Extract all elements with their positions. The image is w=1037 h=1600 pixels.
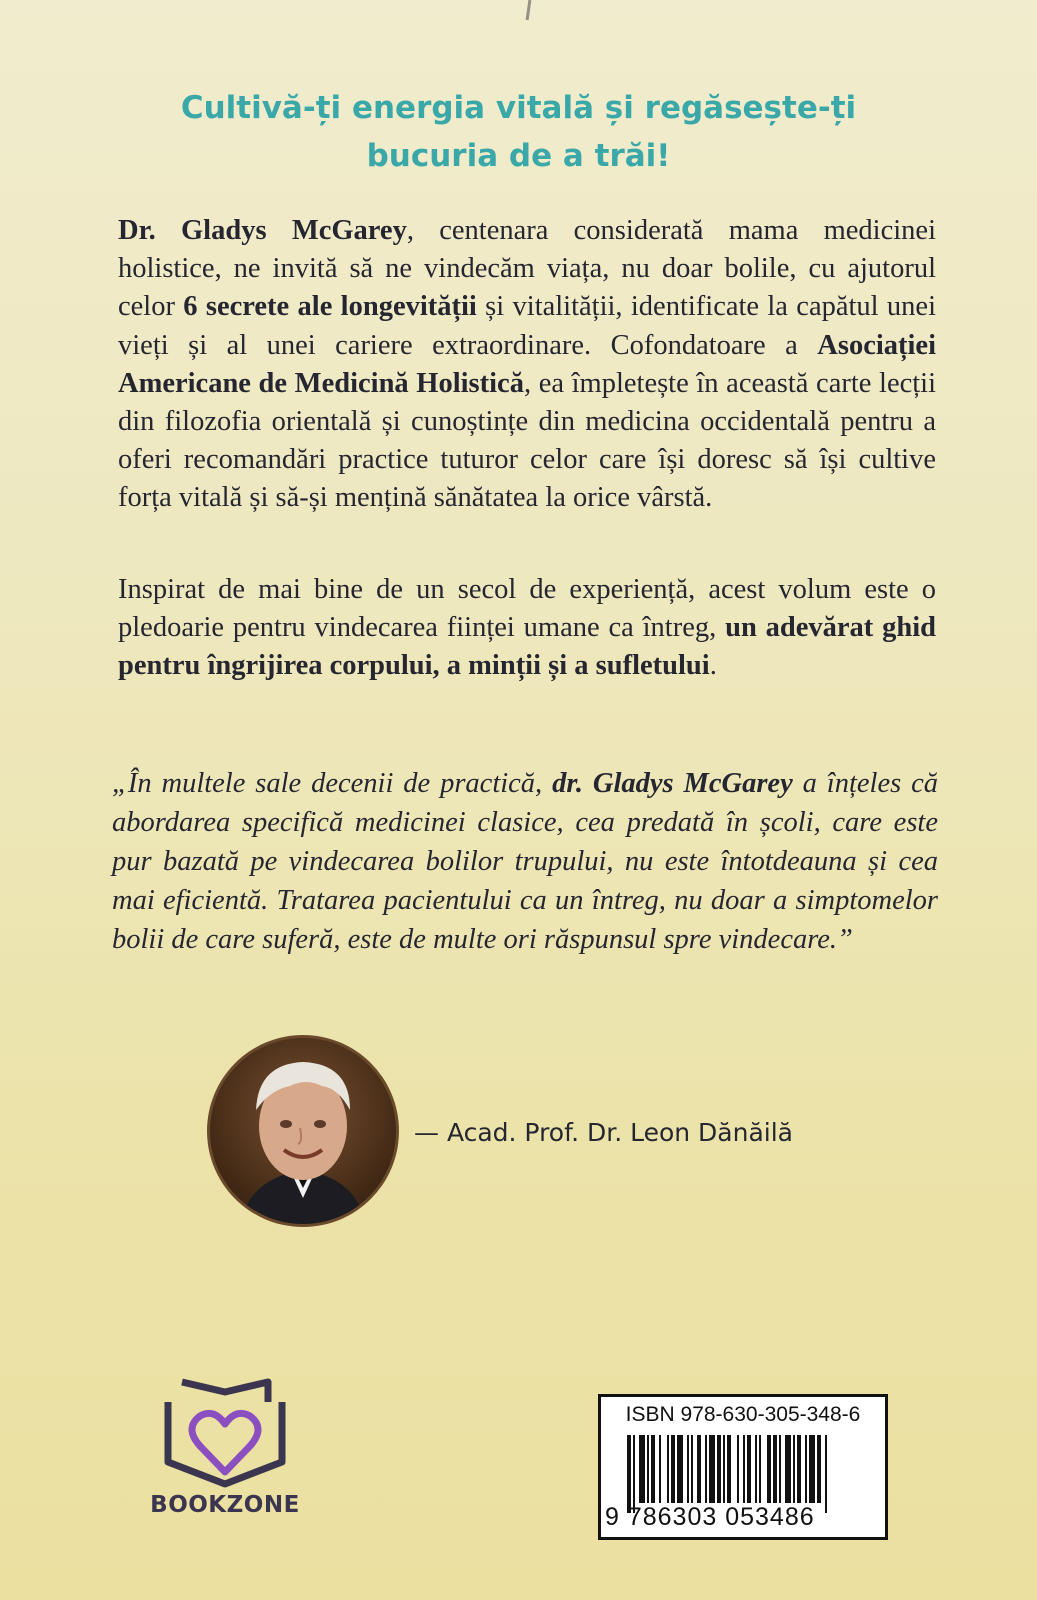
barcode-bar xyxy=(755,1435,757,1503)
pen-mark xyxy=(526,0,532,20)
quote-text-b: a înțeles că abordarea specifică medicinei clasice, cea predată în școli, care este pur bazată pe vindecarea bolilor trupului, nu este întotdeauna și cea mai eficientă. Tratarea pacientului ca un întreg, nu doar a simptomelor bolii de care suferă, este de multe ori răspunsul spre vindecare.” xyxy=(112,768,938,955)
barcode-bar xyxy=(747,1435,751,1503)
barcode-bar xyxy=(825,1435,827,1513)
barcode-bar xyxy=(647,1435,649,1503)
endorsement-attribution: — Acad. Prof. Dr. Leon Dănăilă xyxy=(414,1118,794,1147)
endorser-portrait xyxy=(210,1038,396,1224)
barcode-bar xyxy=(717,1435,721,1503)
barcode-bar xyxy=(759,1435,761,1503)
barcode-bar xyxy=(627,1435,631,1513)
paragraph-1-text-c: , ea împletește în această carte lecții din filozofia orientală și cunoștințe din medicina occidentală pentru a oferi recomandări practice tuturor celor care își doresc să își cultive forța vitală și să-și mențină sănătatea la orice vârstă. xyxy=(118,367,936,514)
tagline xyxy=(0,84,1037,180)
barcode-bar xyxy=(659,1435,661,1503)
barcode-bar xyxy=(723,1435,725,1503)
paragraph-2-text-b: . xyxy=(709,650,717,682)
barcode-bar xyxy=(785,1435,791,1503)
isbn-barcode xyxy=(598,1394,888,1540)
barcode-bar xyxy=(743,1435,745,1503)
barcode-bar xyxy=(727,1435,731,1503)
description-paragraph-1 xyxy=(118,212,936,518)
paragraph-2-highlight: un adevărat ghid pentru îngrijirea corpului, a minții și a sufletului xyxy=(118,612,936,682)
barcode-bar xyxy=(639,1435,645,1503)
publisher-name: BOOKZONE xyxy=(150,1492,300,1518)
description-paragraph-2 xyxy=(118,571,936,686)
isbn-label: ISBN 978-630-305-348-6 xyxy=(625,1403,861,1426)
quote-highlight: dr. Gladys McGarey xyxy=(552,768,793,799)
barcode-bar xyxy=(767,1435,771,1503)
paragraph-1-text-a: , centenara considerată mama medicinei holistice, ne invită să ne vindecăm viața, nu doar bolile, cu ajutorul celor xyxy=(118,215,936,323)
barcode-bar xyxy=(793,1435,795,1503)
paragraph-1-highlight-2: Asociației Americane de Medicină Holistică xyxy=(118,329,936,399)
barcode-bar xyxy=(809,1435,815,1503)
barcode-bar xyxy=(797,1435,801,1503)
barcode-bar xyxy=(651,1435,655,1503)
barcode-bar xyxy=(805,1435,807,1503)
barcode-bar xyxy=(667,1435,669,1503)
barcode-bar xyxy=(633,1435,635,1513)
barcode-bar xyxy=(737,1435,739,1503)
tagline-line-1: Cultivă-ți energia vitală și regăsește-ți xyxy=(180,90,857,126)
barcode-bar xyxy=(677,1435,683,1503)
barcode-bar xyxy=(697,1435,701,1503)
paragraph-2-text-a: Inspirat de mai bine de un secol de experiență, acest volum este o pledoarie pentru vindecarea ființei umane ca întreg, xyxy=(118,574,936,644)
barcode-bar xyxy=(817,1435,821,1503)
tagline-line-2: bucuria de a trăi! xyxy=(366,138,671,174)
barcode-bar xyxy=(705,1435,707,1503)
barcode-bar xyxy=(779,1435,781,1503)
paragraph-1-text-b: și vitalității, identificate la capătul unei vieți și al unei cariere extraordinare. Cofondatoare a xyxy=(118,291,936,361)
open-book-heart-icon xyxy=(140,1362,310,1492)
barcode-bar xyxy=(687,1435,689,1503)
barcode-bar xyxy=(671,1435,675,1503)
paragraph-1-highlight-1: 6 secrete ale longevității xyxy=(183,291,477,323)
barcode-bar xyxy=(773,1435,777,1503)
author-name: Dr. Gladys McGarey xyxy=(118,215,407,246)
portrait-illustration xyxy=(210,1038,396,1224)
barcode-bar xyxy=(709,1435,715,1503)
quote-text-a: „În multele sale decenii de practică, xyxy=(112,768,553,799)
barcode-digits: 9 786303 053486 xyxy=(605,1503,815,1531)
barcode-bar xyxy=(691,1435,693,1503)
endorsement-quote xyxy=(112,764,938,959)
